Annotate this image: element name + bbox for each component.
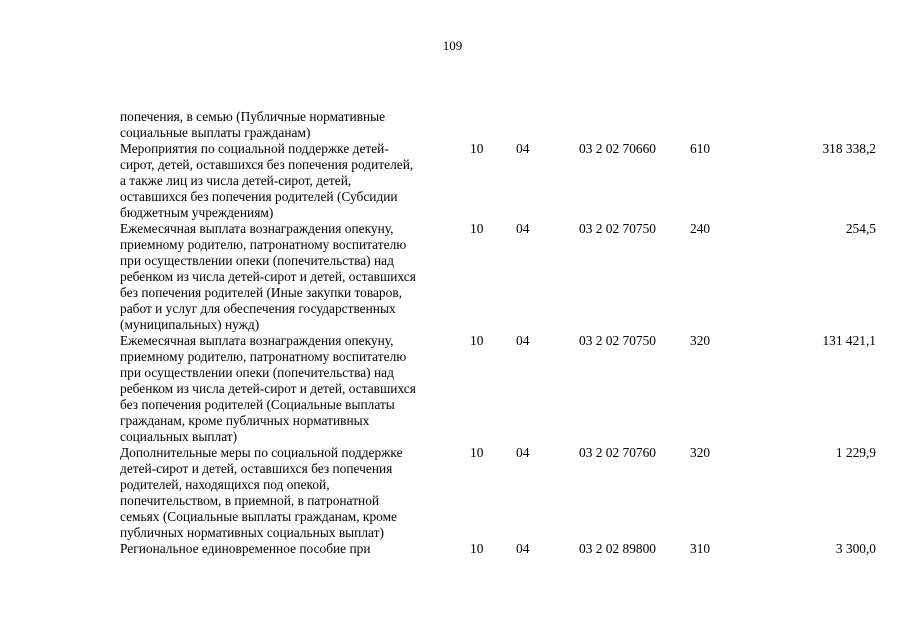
row-description [120,333,460,445]
row-description [120,221,460,333]
amount: 1 229,9 [835,445,876,460]
description-line: гражданам, кроме публичных нормативных [120,413,370,428]
row-description [120,141,460,221]
target-article-code: 03 2 02 70660 [579,141,656,156]
target-article-code: 03 2 02 70750 [579,333,656,348]
page-number: 109 [442,38,463,53]
subsection-code: 04 [516,221,530,236]
row-description [120,109,460,141]
table-row [120,445,880,541]
description-line: детей-сирот и детей, оставшихся без попечения [120,461,393,476]
description-line: Мероприятия по социальной поддержке детей- [120,141,389,156]
description-line: при осуществлении опеки (попечительства) над [120,253,394,268]
section-code: 10 [470,445,484,460]
description-line: приемному родителю, патронатному воспитателю [120,349,407,364]
expense-type-code: 240 [690,221,711,236]
description-line: без попечения родителей (Иные закупки товаров, [120,285,402,300]
description-line: попечения, в семью (Публичные нормативные [120,109,386,124]
table-row [120,109,880,141]
amount: 318 338,2 [822,141,876,156]
description-line: Ежемесячная выплата вознаграждения опекуну, [120,221,394,236]
table-row [120,221,880,333]
expense-type-code: 320 [690,445,711,460]
description-line: социальных выплат) [120,429,238,444]
description-line: без попечения родителей (Социальные выплаты [120,397,395,412]
description-line: попечительством, в приемной, в патронатной [120,493,380,508]
table-row [120,141,880,221]
section-code: 10 [470,141,484,156]
description-line: сирот, детей, оставшихся без попечения родителей, [120,157,414,172]
subsection-code: 04 [516,445,530,460]
description-line: оставшихся без попечения родителей (Субсидии [120,189,398,204]
amount: 254,5 [845,221,876,236]
description-line: социальные выплаты гражданам) [120,125,311,140]
description-line: Дополнительные меры по социальной поддержке [120,445,403,460]
description-line: работ и услуг для обеспечения государственных [120,301,396,316]
description-line: бюджетным учреждениям) [120,205,274,220]
target-article-code: 03 2 02 70760 [579,445,656,460]
description-line: приемному родителю, патронатному воспитателю [120,237,407,252]
subsection-code: 04 [516,333,530,348]
subsection-code: 04 [516,541,530,556]
section-code: 10 [470,541,484,556]
description-line: публичных нормативных социальных выплат) [120,525,384,540]
section-code: 10 [470,221,484,236]
description-line: родителей, находящихся под опекой, [120,477,330,492]
description-line: семьях (Социальные выплаты гражданам, кроме [120,509,397,524]
description-line: (муниципальных) нужд) [120,317,260,332]
expense-type-code: 610 [690,141,711,156]
target-article-code: 03 2 02 70750 [579,221,656,236]
table-row [120,333,880,445]
description-line: Региональное единовременное пособие при [120,541,371,556]
description-line: Ежемесячная выплата вознаграждения опекуну, [120,333,394,348]
target-article-code: 03 2 02 89800 [579,541,656,556]
amount: 131 421,1 [822,333,876,348]
section-code: 10 [470,333,484,348]
row-description [120,541,460,557]
subsection-code: 04 [516,141,530,156]
description-line: ребенком из числа детей-сирот и детей, оставшихся [120,269,416,284]
description-line: ребенком из числа детей-сирот и детей, оставшихся [120,381,416,396]
row-description [120,445,460,541]
expense-type-code: 310 [690,541,711,556]
budget-table [120,109,880,557]
table-row [120,541,880,557]
amount: 3 300,0 [835,541,876,556]
description-line: при осуществлении опеки (попечительства) над [120,365,394,380]
expense-type-code: 320 [690,333,711,348]
description-line: а также лиц из числа детей-сирот, детей, [120,173,352,188]
